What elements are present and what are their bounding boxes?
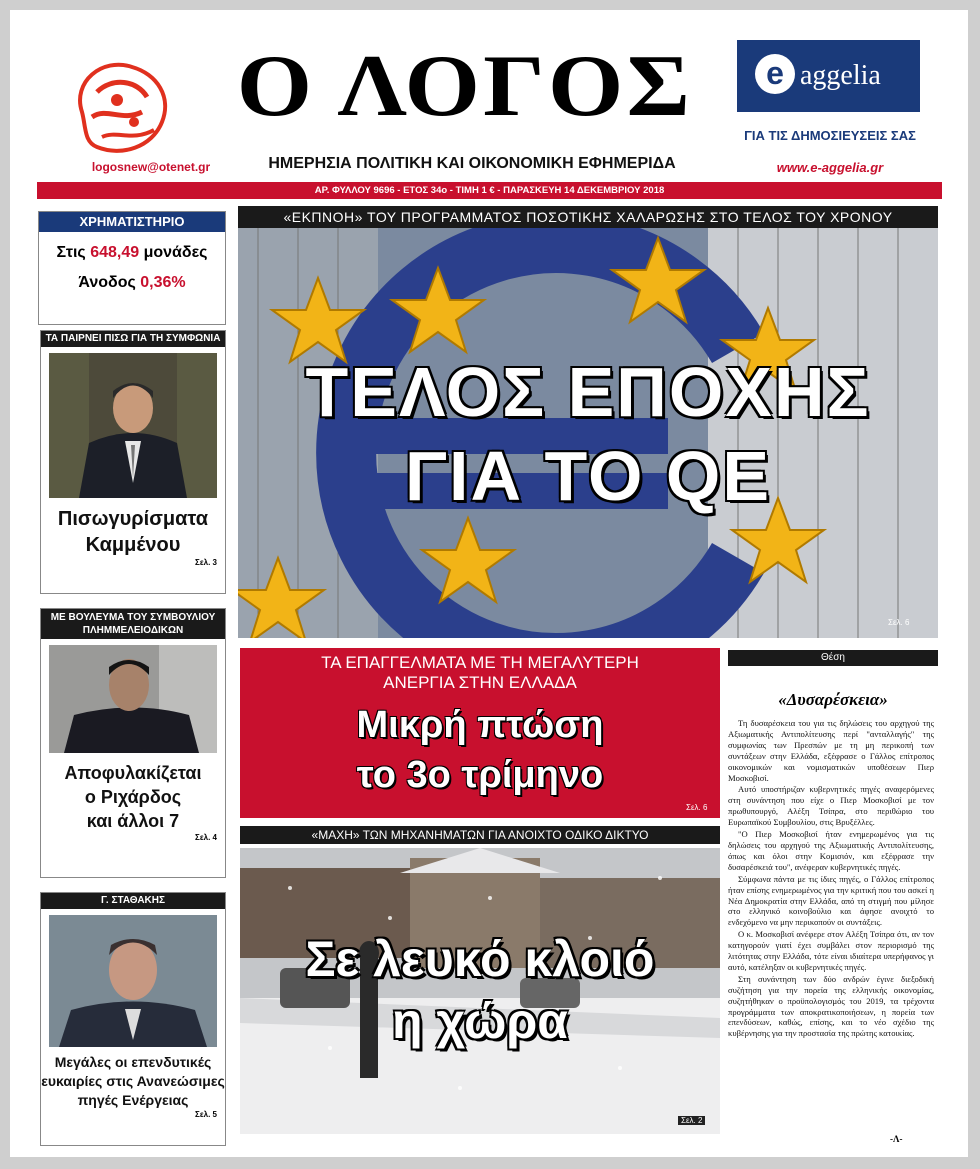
page-reference: Σελ. 6 <box>686 803 708 812</box>
page-reference: Σελ. 6 <box>888 618 910 627</box>
main-story-headline[interactable] <box>238 350 938 518</box>
minister-photo-graphic <box>49 915 217 1047</box>
editorial-paragraph: "Ο Πιερ Μοσκοβισί ήταν ενημερωμένος για τις δηλώσεις του αρχηγού της Αξιωματικής Αντιπολίτευσης, όπως και όλοι στην Κομισιόν, και εξέφρασε την δυσαρέσκειά του", ανέφεραν κυβερνητικές πηγές. <box>728 829 934 872</box>
politician-photo <box>49 353 217 498</box>
side-story-caption <box>41 506 225 558</box>
masthead-subtitle: ΗΜΕΡΗΣΙΑ ΠΟΛΙΤΙΚΗ ΚΑΙ ΟΙΚΟΝΟΜΙΚΗ ΕΦΗΜΕΡΙΔΑ <box>268 155 676 172</box>
ad-url[interactable]: www.e-aggelia.gr <box>776 160 884 175</box>
front-page <box>10 10 968 1157</box>
main-story-kicker: «ΕΚΠΝΟΗ» ΤΟΥ ΠΡΟΓΡΑΜΜΑΤΟΣ ΠΟΣΟΤΙΚΗΣ ΧΑΛΑΡΩΣΗΣ ΣΤΟ ΤΕΛΟΣ ΤΟΥ ΧΡΟΝΟΥ <box>238 206 938 228</box>
caption-line: ο Ριχάρδος <box>84 787 182 807</box>
stock-points-prefix: Στις <box>56 244 86 261</box>
editorial-title: «Δυσαρέσκεια» <box>778 690 888 709</box>
side-story-caption <box>41 1053 225 1110</box>
headline-line: Μικρή πτώση <box>356 704 604 746</box>
caption-line: ευκαιρίες στις Ανανεώσιμες <box>41 1073 225 1089</box>
header-line: ΠΛΗΜΜΕΛΕΙΟΔΙΚΩΝ <box>82 625 184 636</box>
politician-photo-graphic <box>49 353 217 498</box>
editorial-paragraph: Τη δυσαρέσκεια του για τις δηλώσεις του αρχηγού της Αξιωματικής Αντιπολίτευσης περί "ανταλλαγής" της συμφωνίας των Πρεσπών με τη μη περικοπή των συντάξεων στην Ελλάδα, εξέφρασε ο Γάλλος επίτροπος οικονομικών και νομισματικών υποθέσεων Πιερ Μοσκοβισί. <box>728 718 934 783</box>
headline-line: η χώρα <box>391 993 569 1049</box>
masthead-title: Ο ΛΟΓΟΣ <box>236 38 694 135</box>
page-reference: Σελ. 2 <box>678 1116 705 1125</box>
caption-line: Καμμένου <box>85 534 181 556</box>
stock-points-value: 648,49 <box>90 244 140 261</box>
caption-line: Αποφυλακίζεται <box>64 763 202 783</box>
side-story-richardos[interactable] <box>40 608 226 878</box>
ad-tagline: ΓΙΑ ΤΙΣ ΔΗΜΟΣΙΕΥΣΕΙΣ ΣΑΣ <box>744 128 916 143</box>
stock-header: ΧΡΗΜΑΤΙΣΤΗΡΙΟ <box>39 212 225 232</box>
editorial-paragraph: Ο κ. Μοσκοβισί ανέφερε στον Αλέξη Τσίπρα ότι, αν τον κατηγορούν γιατί έχει συμβάλει στον περιορισμό της λιτότητας στην Ελλάδα, τότε είναι ιδιαίτερα υπερήφανος γι αυτό, κατέληξαν οι κυβερνητικές πηγές. <box>728 929 934 972</box>
stock-market-box <box>38 211 226 325</box>
unemployment-subheadline <box>240 653 720 693</box>
page-reference: Σελ. 5 <box>195 1110 217 1119</box>
ad-brand-name: aggelia <box>800 60 881 91</box>
editorial-paragraph: Σύμφωνα πάντα με τις ίδιες πηγές, ο Γάλλος επίτροπος ήταν επίσης ενημερωμένος για την κριτική που του ασκεί η Νέα Δημοκρατία στην Ελλάδα, από τη στιγμή που μίλησε στο ελληνικό κοινοβούλιο και άφησε ανοιχτό το ενδεχόμενο να μην περικοπούν οι συντάξεις. <box>728 873 934 928</box>
page-reference: Σελ. 4 <box>195 833 217 842</box>
ad-logo-icon: e <box>755 54 795 94</box>
defendant-photo <box>49 645 217 753</box>
headline-line: Σε λευκό κλοιό <box>305 931 655 987</box>
stock-change-line <box>39 274 225 292</box>
side-story-stathakis[interactable] <box>40 892 226 1146</box>
issue-info-bar: ΑΡ. ΦΥΛΛΟΥ 9696 - ΕΤΟΣ 34ο - ΤΙΜΗ 1 € - ΠΑΡΑΣΚΕΥΗ 14 ΔΕΚΕΜΒΡΙΟΥ 2018 <box>37 182 942 199</box>
editorial-signature: -Λ- <box>890 1134 903 1144</box>
snow-story-headline <box>240 928 720 1052</box>
headline-line: το 3ο τρίμηνο <box>356 754 604 796</box>
editorial-paragraph: Στη συνάντηση των δύο ανδρών έγινε διεξοδική συζήτηση για την πορεία της ελληνικής οικονομίας, συζητήθηκαν ο προϋπολογισμός του 2019, τα τρέχοντα προγράμματα των αποκρατικοποιήσεων, η πορεία των επενδύσεων, καθώς, επίσης, και το νέο σχέδιο της κυβέρνησης για την προστασία της πρώτης κατοικίας. <box>728 973 934 1039</box>
snow-story-kicker: «ΜΑΧΗ» ΤΩΝ ΜΗΧΑΝΗΜΑΤΩΝ ΓΙΑ ΑΝΟΙΧΤΟ ΟΔΙΚΟ ΔΙΚΤΥΟ <box>240 826 720 844</box>
header-line: ΜΕ ΒΟΥΛΕΥΜΑ ΤΟΥ ΣΥΜΒΟΥΛΙΟΥ <box>50 612 216 623</box>
caption-line: Μεγάλες οι επενδυτικές <box>54 1054 212 1070</box>
caption-line: Πισωγυρίσματα <box>57 508 209 530</box>
stock-points-suffix: μονάδες <box>143 244 208 261</box>
side-story-header: Γ. ΣΤΑΘΑΚΗΣ <box>41 893 225 909</box>
side-story-header: ΤΑ ΠΑΙΡΝΕΙ ΠΙΣΩ ΓΙΑ ΤΗ ΣΥΜΦΩΝΙΑ <box>41 331 225 347</box>
subheadline-line: ΑΝΕΡΓΙΑ ΣΤΗΝ ΕΛΛΑΔΑ <box>383 673 577 692</box>
side-story-caption <box>41 761 225 833</box>
defendant-photo-graphic <box>49 645 217 753</box>
side-story-kammenos[interactable] <box>40 330 226 594</box>
unemployment-headline <box>240 700 720 800</box>
page-reference: Σελ. 3 <box>195 558 217 567</box>
headline-line: ΤΕΛΟΣ ΕΠΟΧΗΣ <box>305 353 871 431</box>
editorial-body <box>728 718 934 1040</box>
editorial-paragraph: Αυτό υποστήριζαν κυβερνητικές πηγές αναφερόμενες στη συνάντηση που είχε ο Πιερ Μοσκοβισί με τον πρωθυπουργό, Αλέξη Τσίπρα, στο περιθώριο του Ευρωπαϊκού Συμβουλίου, στις Βρυξέλλες. <box>728 784 934 828</box>
stock-change-prefix: Άνοδος <box>78 274 136 291</box>
editorial-header: Θέση <box>728 650 938 666</box>
stock-change-value: 0,36% <box>140 274 186 291</box>
subheadline-line: ΤΑ ΕΠΑΓΓΕΛΜΑΤΑ ΜΕ ΤΗ ΜΕΓΑΛΥΤΕΡΗ <box>321 653 639 672</box>
contact-email[interactable]: logosnew@otenet.gr <box>91 160 211 174</box>
caption-line: πηγές Ενέργειας <box>77 1092 189 1108</box>
side-story-header <box>41 609 225 639</box>
minister-photo <box>49 915 217 1047</box>
newspaper-logo-illustration <box>62 52 182 162</box>
headline-line: ΓΙΑ ΤΟ QE <box>404 437 772 515</box>
stock-points-line <box>39 244 225 262</box>
caption-line: και άλλοι 7 <box>86 811 180 831</box>
